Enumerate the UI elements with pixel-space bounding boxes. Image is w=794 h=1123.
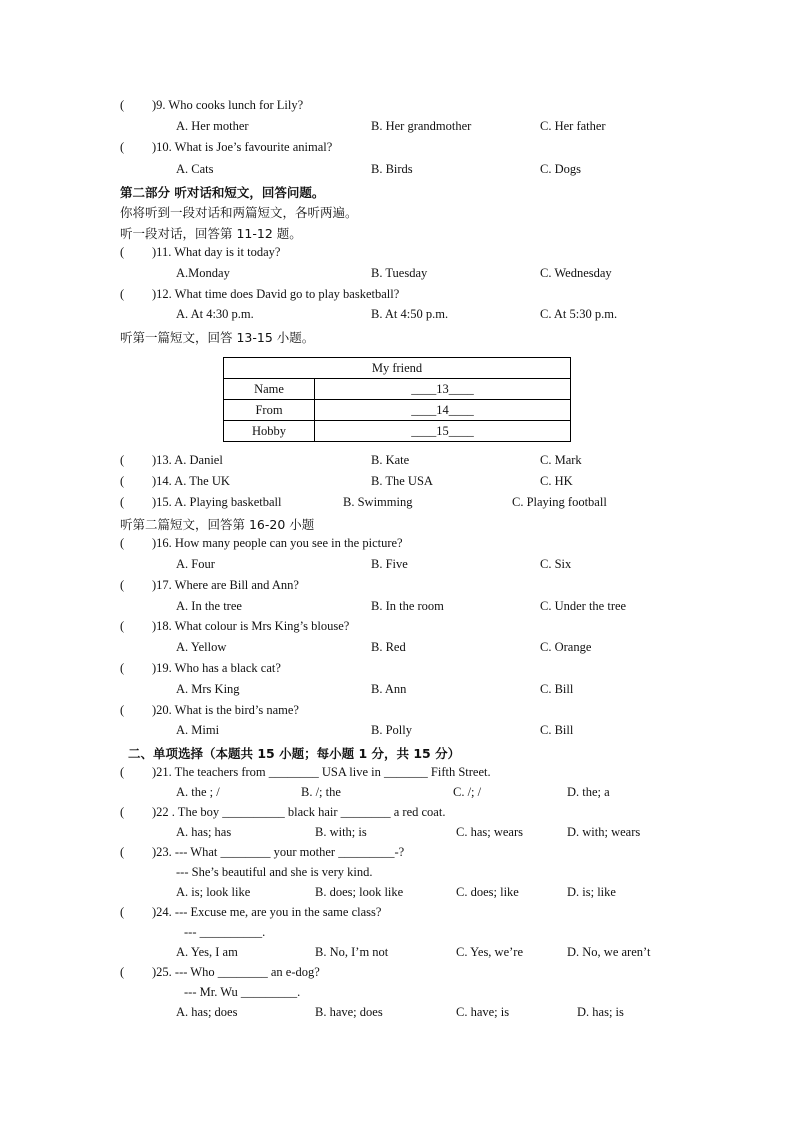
option-b: B. Polly <box>371 723 412 737</box>
section-heading: 二、单项选择（本题共 15 小题；每小题 1 分，共 15 分） <box>128 746 461 761</box>
option-c: C. Wednesday <box>540 266 612 280</box>
option-c: C. At 5:30 p.m. <box>540 307 618 321</box>
question-24 <box>0 905 794 925</box>
answer-paren[interactable]: ( <box>120 245 125 259</box>
dialog-line: --- __________. <box>184 925 266 939</box>
option-b: B. with; is <box>315 825 367 839</box>
answer-paren[interactable]: ( <box>120 765 125 779</box>
option-b: B. At 4:50 p.m. <box>371 307 449 321</box>
question-stem: )21. The teachers from ________ USA live in _______ Fifth Street. <box>152 765 491 779</box>
table-row <box>224 421 571 442</box>
table-row <box>224 400 571 421</box>
question-stem: )25. --- Who ________ an e-dog? <box>152 965 320 979</box>
option-b: B. Kate <box>371 453 410 467</box>
answer-paren[interactable]: ( <box>120 453 125 467</box>
row-label: Hobby <box>224 421 315 442</box>
option-b: B. Tuesday <box>371 266 428 280</box>
answer-paren[interactable]: ( <box>120 287 125 301</box>
question-25-dialog <box>0 985 794 1005</box>
question-16 <box>0 536 794 556</box>
section-heading: 第二部分 听对话和短文，回答问题。 <box>120 185 325 200</box>
option-b: B. /; the <box>301 785 341 799</box>
option-b: B. have; does <box>315 1005 383 1019</box>
question-11-options <box>0 266 794 286</box>
option-a: A. Mrs King <box>176 682 240 696</box>
answer-paren[interactable]: ( <box>120 578 125 592</box>
passage2-instruction <box>0 515 794 535</box>
option-b: B. The USA <box>371 474 433 488</box>
answer-paren[interactable]: ( <box>120 98 125 112</box>
question-stem: )18. What colour is Mrs King’s blouse? <box>152 619 350 633</box>
question-stem: )24. --- Excuse me, are you in the same class? <box>152 905 382 919</box>
row-blank[interactable]: ____15____ <box>315 421 571 442</box>
option-c: C. Playing football <box>512 495 607 509</box>
choice-section-heading <box>0 744 794 764</box>
option-c: C. Dogs <box>540 162 581 176</box>
answer-paren[interactable]: ( <box>120 905 125 919</box>
instruction-text: 听第二篇短文，回答第 16-20 小题 <box>120 517 315 532</box>
option-a: A. In the tree <box>176 599 242 613</box>
question-22 <box>0 805 794 825</box>
row-blank[interactable]: ____14____ <box>315 400 571 421</box>
answer-paren[interactable]: ( <box>120 703 125 717</box>
table-row <box>224 379 571 400</box>
question-25 <box>0 965 794 985</box>
option-c: C. have; is <box>456 1005 510 1019</box>
question-21-options <box>0 785 794 805</box>
dialog-line: --- Mr. Wu _________. <box>184 985 301 999</box>
question-23-dialog <box>0 865 794 885</box>
option-b: B. Her grandmother <box>371 119 472 133</box>
question-25-options <box>0 1005 794 1025</box>
answer-paren[interactable]: ( <box>120 661 125 675</box>
question-21 <box>0 765 794 785</box>
question-9 <box>0 98 794 118</box>
question-18 <box>0 619 794 639</box>
question-stem: )13. A. Daniel <box>152 453 223 467</box>
option-b: B. In the room <box>371 599 444 613</box>
instruction-text: 听第一篇短文，回答 13-15 小题。 <box>120 330 315 345</box>
question-stem: )19. Who has a black cat? <box>152 661 281 675</box>
option-a: A. the ; / <box>176 785 220 799</box>
answer-paren[interactable]: ( <box>120 495 125 509</box>
row-blank[interactable]: ____13____ <box>315 379 571 400</box>
option-c: C. does; like <box>456 885 519 899</box>
question-stem: )23. --- What ________ your mother _________-? <box>152 845 405 859</box>
question-13 <box>0 453 794 473</box>
option-b: B. does; look like <box>315 885 404 899</box>
question-23 <box>0 845 794 865</box>
question-stem: )11. What day is it today? <box>152 245 281 259</box>
option-a: A. Yes, I am <box>176 945 238 959</box>
option-d: D. is; like <box>567 885 616 899</box>
question-19-options <box>0 682 794 702</box>
question-22-options <box>0 825 794 845</box>
option-a: A. Four <box>176 557 215 571</box>
question-12 <box>0 287 794 307</box>
option-a: A. At 4:30 p.m. <box>176 307 254 321</box>
table-title-row <box>224 358 571 379</box>
option-c: C. Orange <box>540 640 592 654</box>
option-c: C. has; wears <box>456 825 523 839</box>
question-20-options <box>0 723 794 743</box>
question-stem: )9. Who cooks lunch for Lily? <box>152 98 304 112</box>
question-24-options <box>0 945 794 965</box>
question-17-options <box>0 599 794 619</box>
question-20 <box>0 703 794 723</box>
row-label: From <box>224 400 315 421</box>
option-b: B. Ann <box>371 682 407 696</box>
option-c: C. Her father <box>540 119 606 133</box>
option-d: D. with; wears <box>567 825 641 839</box>
question-11 <box>0 245 794 265</box>
instruction-text: 你将听到一段对话和两篇短文，各听两遍。 <box>120 205 358 220</box>
dialog-line: --- She’s beautiful and she is very kind. <box>176 865 373 879</box>
question-19 <box>0 661 794 681</box>
option-d: D. No, we aren’t <box>567 945 651 959</box>
question-14 <box>0 474 794 494</box>
table-title: My friend <box>224 358 571 379</box>
option-b: B. Swimming <box>343 495 413 509</box>
part2-heading <box>0 183 794 203</box>
option-d: D. the; a <box>567 785 610 799</box>
option-c: C. Bill <box>540 682 574 696</box>
passage1-instruction <box>0 328 794 348</box>
instruction-text: 听一段对话，回答第 11-12 题。 <box>120 226 302 241</box>
question-stem: )10. What is Joe’s favourite animal? <box>152 140 333 154</box>
part2-instruction <box>0 203 794 223</box>
question-23-options <box>0 885 794 905</box>
option-c: C. Bill <box>540 723 574 737</box>
option-c: C. Yes, we’re <box>456 945 524 959</box>
option-a: A. Her mother <box>176 119 249 133</box>
question-stem: )17. Where are Bill and Ann? <box>152 578 299 592</box>
option-c: C. Six <box>540 557 572 571</box>
question-stem: )14. A. The UK <box>152 474 230 488</box>
option-a: A. has; has <box>176 825 232 839</box>
option-c: C. HK <box>540 474 573 488</box>
option-a: A.Monday <box>176 266 230 280</box>
question-12-options <box>0 307 794 327</box>
option-d: D. has; is <box>577 1005 624 1019</box>
answer-paren[interactable]: ( <box>120 845 125 859</box>
row-label: Name <box>224 379 315 400</box>
answer-paren[interactable]: ( <box>120 474 125 488</box>
option-c: C. Mark <box>540 453 582 467</box>
option-b: B. Birds <box>371 162 413 176</box>
question-stem: )16. How many people can you see in the picture? <box>152 536 403 550</box>
option-a: A. Mimi <box>176 723 220 737</box>
question-18-options <box>0 640 794 660</box>
question-16-options <box>0 557 794 577</box>
option-b: B. Red <box>371 640 406 654</box>
option-c: C. /; / <box>453 785 482 799</box>
option-a: A. is; look like <box>176 885 251 899</box>
option-b: B. No, I’m not <box>315 945 389 959</box>
question-17 <box>0 578 794 598</box>
question-15 <box>0 495 794 515</box>
question-9-options <box>0 119 794 139</box>
option-a: A. has; does <box>176 1005 238 1019</box>
answer-paren[interactable]: ( <box>120 805 125 819</box>
option-a: A. Yellow <box>176 640 227 654</box>
question-stem: )20. What is the bird’s name? <box>152 703 299 717</box>
answer-paren[interactable]: ( <box>120 619 125 633</box>
answer-paren[interactable]: ( <box>120 965 125 979</box>
answer-paren[interactable]: ( <box>120 536 125 550</box>
question-stem: )22 . The boy __________ black hair ________ a red coat. <box>152 805 446 819</box>
my-friend-table <box>223 357 571 442</box>
question-10-options <box>0 162 794 182</box>
option-b: B. Five <box>371 557 408 571</box>
option-c: C. Under the tree <box>540 599 627 613</box>
dialog-instruction <box>0 224 794 244</box>
question-10 <box>0 140 794 160</box>
answer-paren[interactable]: ( <box>120 140 125 154</box>
question-stem: )12. What time does David go to play basketball? <box>152 287 400 301</box>
question-stem: )15. A. Playing basketball <box>152 495 282 509</box>
question-24-dialog <box>0 925 794 945</box>
option-a: A. Cats <box>176 162 214 176</box>
